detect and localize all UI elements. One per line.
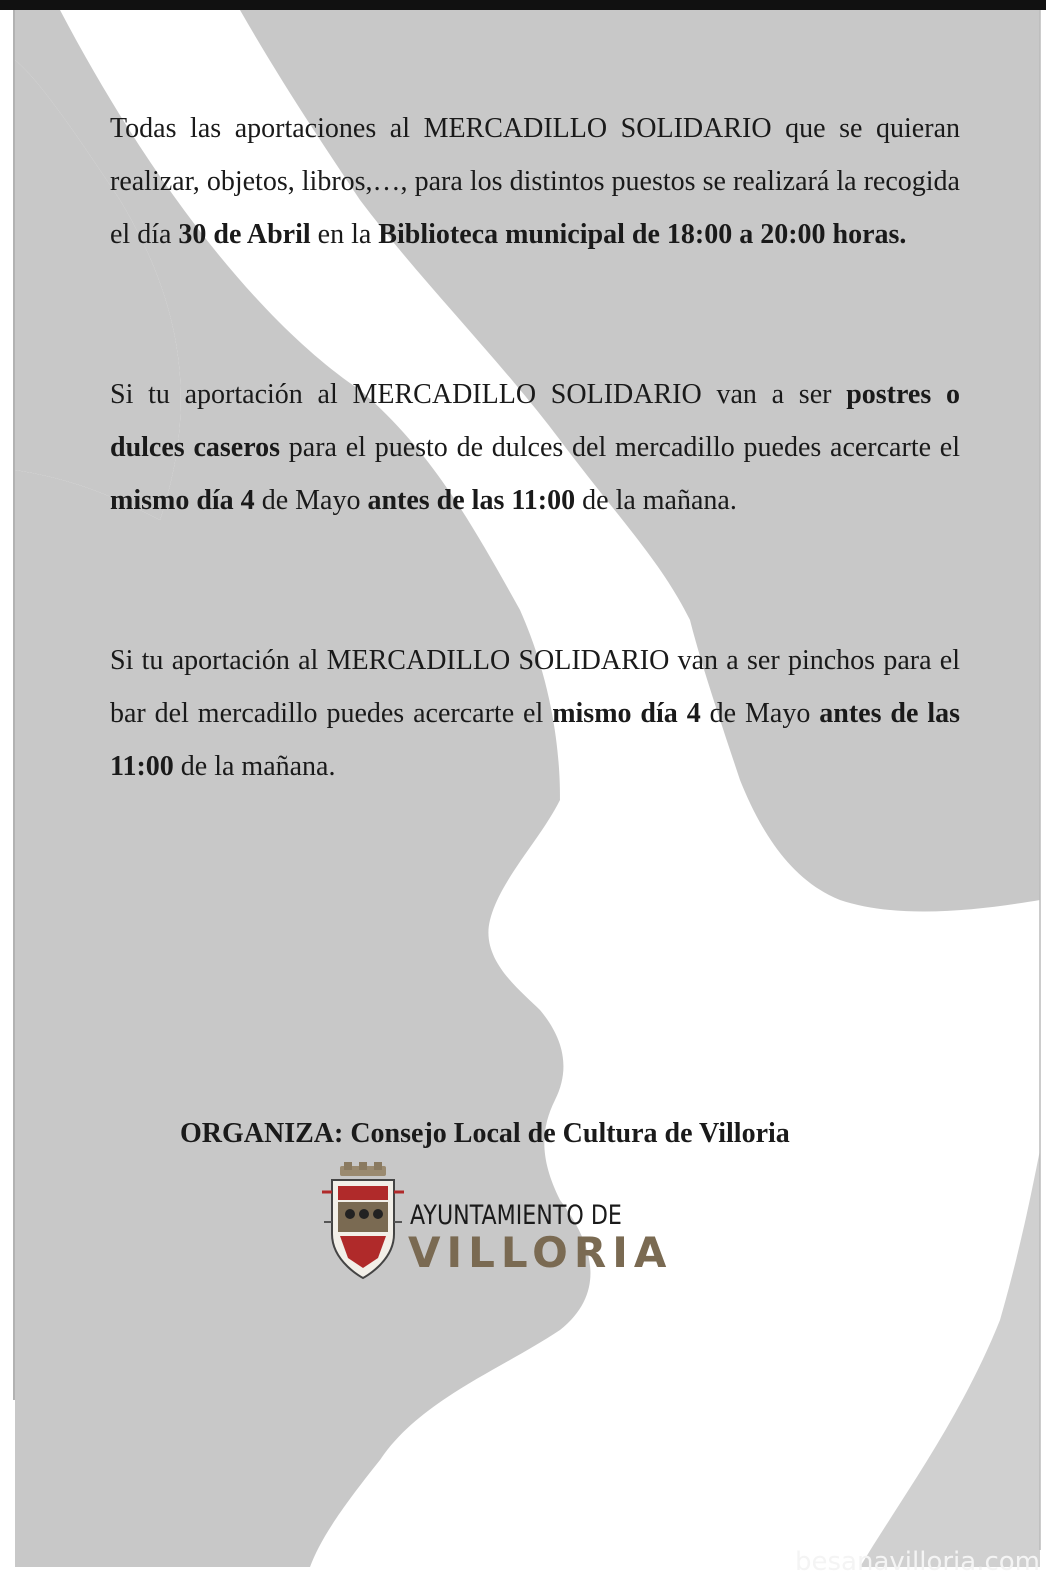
logo-ayuntamiento-text: AYUNTAMIENTO DE: [410, 1200, 622, 1231]
logo-villoria-text: VILLORIA: [408, 1228, 673, 1277]
paragraph-pinchos: [110, 634, 960, 793]
paragraph-postres: [110, 368, 960, 527]
paragraph-recogida: [110, 102, 960, 261]
coat-of-arms-icon: [318, 1162, 408, 1284]
bold-text: antes de las 11:00: [110, 698, 960, 782]
bold-text: postres o dulces caseros: [110, 379, 960, 463]
text-segment: Si tu aportación al MERCADILLO SOLIDARIO van a ser: [110, 379, 847, 410]
bold-text: mismo día 4: [552, 698, 701, 729]
bold-text: mismo día 4: [110, 485, 255, 516]
text-segment: de la mañana.: [173, 751, 336, 782]
text-segment: de Mayo: [254, 485, 368, 516]
ayuntamiento-logo: [318, 1162, 678, 1287]
bold-text: Biblioteca municipal de 18:00 a 20:00 horas.: [378, 219, 907, 250]
text-segment: Si tu aportación al MERCADILLO SOLIDARIO van a ser pinchos para el bar del mercadillo puedes acercarte el: [110, 645, 960, 729]
text-segment: de Mayo: [700, 698, 820, 729]
bold-text: 30 de Abril: [178, 219, 311, 250]
bold-text: antes de las 11:00: [367, 485, 576, 516]
text-segment: para el puesto de dulces del mercadillo puedes acercarte el: [280, 432, 960, 463]
watermark: besanavilloria.com: [795, 1547, 1040, 1577]
text-segment: de la mañana.: [575, 485, 737, 516]
text-segment: Todas las aportaciones al MERCADILLO SOLIDARIO que se quieran realizar, objetos, libros,…, para los distintos puestos se realizará la recogida el día: [110, 113, 960, 250]
text-segment: en la: [310, 219, 379, 250]
organiza-line: ORGANIZA: Consejo Local de Cultura de Villoria: [180, 1118, 790, 1149]
